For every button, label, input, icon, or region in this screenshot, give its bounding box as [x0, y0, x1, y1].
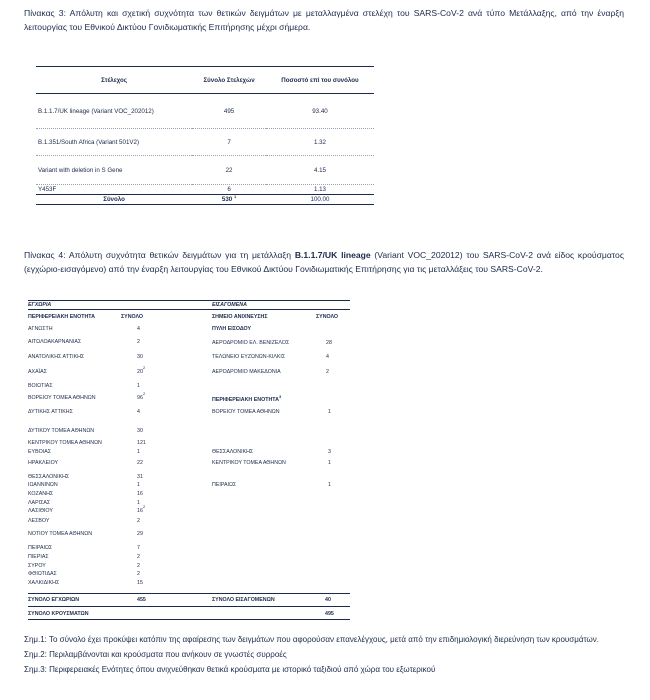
domestic-region-name: ΗΡΑΚΛΕΙΟΥ — [28, 460, 59, 466]
domestic-region-name: ΒΟΡΕΙΟΥ ΤΟΜΕΑ ΑΘΗΝΩΝ — [28, 395, 96, 401]
domestic-region-count: 2 — [137, 571, 140, 577]
domestic-region-count: 20 — [137, 369, 143, 375]
domestic-region-name: ΠΙΕΡΙΑΣ — [28, 554, 49, 560]
imported-region-count: 1 — [328, 460, 331, 466]
domestic-region-count: 16 — [137, 491, 143, 497]
footnote-marker: 2 — [143, 365, 146, 371]
table-row: B.1.351/South Africa (Variant 501V2) 7 1.32 — [36, 129, 374, 156]
note-1: Σημ.1: Το σύνολο έχει προκύψει κατόπιν της αφαίρεσης των δειγμάτων που αφορούσαν επανελέγχους, μετά από την επιδημιολογική διερεύνηση των κρουσμάτων. — [24, 635, 599, 644]
domestic-region-name: ΣΥΡΟΥ — [28, 563, 46, 569]
imported-region-name: ΠΕΙΡΑΙΩΣ — [212, 482, 237, 488]
region-unit-label: ΠΕΡΙΦΕΡΕΙΑΚΗ ΕΝΟΤΗΤΑ$^3$ — [212, 394, 282, 403]
table-row: B.1.1.7/UK lineage (Variant VOC_202012) 495 93.40 — [36, 94, 374, 129]
domestic-region-count: 96 — [137, 395, 143, 401]
table3-header-total: Σύνολο Στελεχών — [192, 67, 266, 94]
imported-region-count: 3 — [328, 449, 331, 455]
domestic-region-name: ΠΕΙΡΑΙΩΣ — [28, 545, 53, 551]
col-region: ΠΕΡΙΦΕΡΕΙΑΚΗ ΕΝΟΤΗΤΑ — [28, 314, 95, 320]
domestic-region-name: ΘΕΣΣΑΛΟΝΙΚΗΣ — [28, 474, 70, 480]
domestic-region-count: 29 — [137, 531, 143, 537]
entry-point-name: ΑΕΡΟΔΡΟΜΙΟ ΕΛ. ΒΕΝΙΖΕΛΟΣ — [212, 340, 290, 346]
imported-region-name: ΚΕΝΤΡΙΚΟΥ ΤΟΜΕΑ ΑΘΗΝΩΝ — [212, 460, 286, 466]
entry-point-name: ΑΕΡΟΔΡΟΜΙΟ ΜΑΚΕΔΟΝΙΑ — [212, 369, 281, 375]
table4-caption: Πίνακας 4: Απόλυτη συχνότητα θετικών δειγμάτων για τη μετάλλαξη B.1.1.7/UK lineage (Variant VOC_202012) του SARS-CoV-2 ανά είδος κρούσματος (εγχώριο-εισαγόμενο) από την έναρξη λειτουργίας του Εθνικού Δικτύου Γονιδιωματικής Επιτήρησης για τις μεταλλάξεις του SARS-CoV-2. — [24, 250, 624, 274]
domestic-region-name: ΚΕΝΤΡΙΚΟΥ ΤΟΜΕΑ ΑΘΗΝΩΝ — [28, 440, 102, 446]
table-row: Variant with deletion in S Gene 22 4.15 — [36, 156, 374, 185]
imported-region-name: ΒΟΡΕΙΟΥ ΤΟΜΕΑ ΑΘΗΝΩΝ — [212, 409, 280, 415]
domestic-region-name: ΑΙΤΩΛΟΑΚΑΡΝΑΝΙΑΣ — [28, 339, 82, 345]
domestic-region-name: ΝΟΤΙΟΥ ΤΟΜΕΑ ΑΘΗΝΩΝ — [28, 531, 93, 537]
domestic-region-count: 2 — [137, 554, 140, 560]
note-2: Σημ.2: Περιλαμβάνονται και κρούσματα που ανήκουν σε γνωστές συρροές — [24, 650, 287, 659]
footnote-marker: 2 — [143, 391, 146, 397]
domestic-region-name: ΛΑΣΙΘΙΟΥ — [28, 508, 53, 514]
imported-total: 40 — [325, 597, 331, 603]
entry-gate-label: ΠΥΛΗ ΕΙΣΟΔΟΥ — [212, 326, 252, 332]
note-3: Σημ.3: Περιφερειακές Ενότητες όπου ανιχνεύθηκαν θετικά κρούσματα με ιστορικό ταξιδιού από χώρα του εξωτερικού — [24, 665, 436, 674]
entry-point-count: 4 — [326, 354, 329, 360]
footnote-marker: 2 — [143, 504, 146, 510]
domestic-region-count: 1 — [137, 449, 140, 455]
domestic-region-name: ΛΑΡΙΣΑΣ — [28, 500, 51, 506]
domestic-region-count: 30 — [137, 354, 143, 360]
domestic-region-count: 1 — [137, 500, 140, 506]
col-total2: ΣΥΝΟΛΟ — [316, 314, 339, 320]
imported-region-count: 1 — [328, 409, 331, 415]
domestic-region-count: 4 — [137, 326, 140, 332]
domestic-region-count: 1 — [137, 482, 140, 488]
domestic-region-name: ΛΕΣΒΟΥ — [28, 518, 50, 524]
domestic-region-count: 31 — [137, 474, 143, 480]
domestic-region-count: 22 — [137, 460, 143, 466]
domestic-region-count: 15 — [137, 580, 143, 586]
table3-header-percent: Ποσοστό επί του συνόλου — [266, 67, 374, 94]
footnotes — [24, 632, 634, 677]
domestic-region-name: ΚΟΖΑΝΗΣ — [28, 491, 54, 497]
domestic-total-label: ΣΥΝΟΛΟ ΕΓΧΩΡΙΩΝ — [28, 597, 80, 603]
domestic-region-name: ΒΟΙΩΤΙΑΣ — [28, 383, 53, 389]
domestic-region-count: 2 — [137, 339, 140, 345]
entry-point-count: 28 — [326, 340, 332, 346]
table-row: Y453F 6 1.13 — [36, 185, 374, 195]
table3-caption: Πίνακας 3: Απόλυτη και σχετική συχνότητα των θετικών δειγμάτων με μεταλλαγμένα στελέχη του SARS-CoV-2 ανά τύπο Μετάλλαξης, από την έναρξη λειτουργίας του Εθνικού Δικτύου Γονιδιωματικής Επιτήρησης μέχρι σήμερα. — [24, 8, 624, 32]
cases-total: 495 — [325, 611, 334, 617]
col-detection: ΣΗΜΕΙΟ ΑΝΙΧΝΕΥΣΗΣ — [212, 314, 268, 320]
imported-total-label: ΣΥΝΟΛΟ ΕΙΣΑΓΟΜΕΝΩΝ — [212, 597, 275, 603]
footnote-marker-wrap — [143, 391, 146, 400]
entry-point-name: ΤΕΛΩΝΕΙΟ ΕΥΖΩΝΩΝ-ΚΙΛΚΙΣ — [212, 354, 286, 360]
domestic-region-count: 2 — [137, 563, 140, 569]
domestic-region-count: 30 — [137, 428, 143, 434]
domestic-region-count: 2 — [137, 518, 140, 524]
domestic-region-name: ΕΥΒΟΙΑΣ — [28, 449, 51, 455]
domestic-region-name: ΑΝΑΤΟΛΙΚΗΣ ΑΤΤΙΚΗΣ — [28, 354, 85, 360]
domestic-label: ΕΓΧΩΡΙΑ — [28, 302, 52, 308]
entry-point-count: 2 — [326, 369, 329, 375]
table3-header-strain: Στέλεχος — [36, 67, 192, 94]
table3 — [36, 66, 374, 205]
domestic-region-count: 1 — [137, 383, 140, 389]
imported-region-name: ΘΕΣΣΑΛΟΝΙΚΗΣ — [212, 449, 254, 455]
domestic-region-name: ΦΘΙΩΤΙΔΑΣ — [28, 571, 57, 577]
domestic-region-count: 16 — [137, 508, 143, 514]
imported-region-count: 1 — [328, 482, 331, 488]
col-total: ΣΥΝΟΛΟ — [121, 314, 144, 320]
cases-total-label: ΣΥΝΟΛΟ ΚΡΟΥΣΜΑΤΩΝ — [28, 611, 89, 617]
domestic-total: 455 — [137, 597, 146, 603]
domestic-region-name: ΧΑΛΚΙΔΙΚΗΣ — [28, 580, 60, 586]
domestic-region-count: 7 — [137, 545, 140, 551]
footnote-marker-wrap — [143, 504, 146, 513]
domestic-region-name: ΑΓΝΩΣΤΗ — [28, 326, 53, 332]
domestic-region-name: ΑΧΑΪΑΣ — [28, 369, 47, 375]
imported-label: ΕΙΣΑΓΟΜΕΝΑ — [212, 302, 247, 308]
domestic-region-count: 4 — [137, 409, 140, 415]
domestic-region-name: ΔΥΤΙΚΟΥ ΤΟΜΕΑ ΑΘΗΝΩΝ — [28, 428, 95, 434]
domestic-region-count: 121 — [137, 440, 146, 446]
domestic-region-name: ΔΥΤΙΚΗΣ ΑΤΤΙΚΗΣ — [28, 409, 73, 415]
footnote-marker-wrap — [143, 365, 146, 374]
domestic-region-name: ΙΩΑΝΝΙΝΩΝ — [28, 482, 58, 488]
table4 — [28, 300, 350, 621]
table3-total-row: Σύνολο 530 $^1$ 100.00 — [36, 195, 374, 205]
